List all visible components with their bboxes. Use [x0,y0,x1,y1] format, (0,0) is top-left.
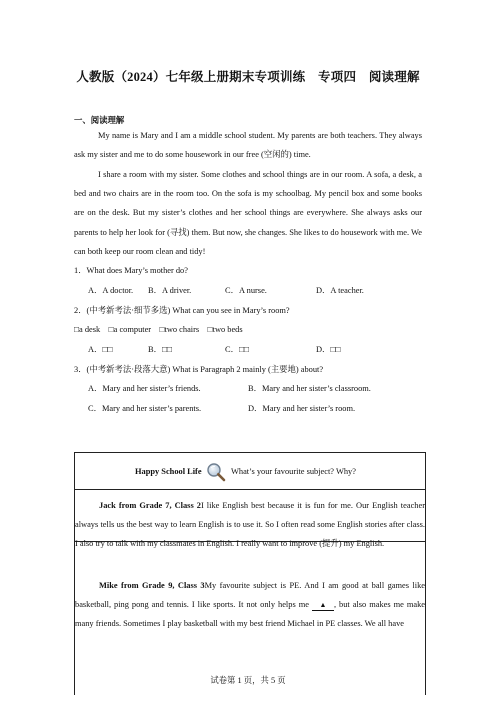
mike-name: Mike from Grade 9, Class 3 [99,581,205,590]
question-2-stem: 2．(中考新考法·细节多选) What can you see in Mary’s room? [74,306,290,315]
question-3-stem: 3．(中考新考法·段落大意) What is Paragraph 2 mainly (主要地) about? [74,365,324,374]
option-b[interactable]: B．A driver. [148,286,192,295]
question-1-stem: 1．What does Mary’s mother do? [74,266,188,275]
option-c[interactable]: C．□□ [225,345,250,354]
option-a[interactable]: A．A doctor. [88,286,134,295]
box-header-question: What’s your favourite subject? Why? [231,467,356,476]
jack-name: Jack from Grade 7, Class 2 [99,501,201,510]
option-b[interactable]: B．□□ [148,345,173,354]
magnifier-icon [206,462,226,482]
jack-entry [75,496,425,554]
passage-paragraph-1 [74,126,422,164]
page-footer: 试卷第 1 页，共 5 页 [210,676,286,685]
passage-paragraph-2 [74,165,422,261]
option-b[interactable]: B．Mary and her sister’s classroom. [248,384,371,393]
question-2-choices: □a desk □a computer □two chairs □two beds [74,325,243,334]
option-a[interactable]: A．Mary and her sister’s friends. [88,384,201,393]
reading-box [74,452,426,695]
option-d[interactable]: D．Mary and her sister’s room. [248,404,356,413]
option-c[interactable]: C．Mary and her sister’s parents. [88,404,202,413]
mike-text-part-1: My favourite subject is PE. And I am good at ball games like basketball, ping pong and tennis. I like sports. It not only helps me [75,581,425,610]
option-a[interactable]: A．□□ [88,345,113,354]
box-header [75,453,425,490]
mike-entry [75,576,425,634]
box-header-label: Happy School Life [135,467,202,476]
jack-text: I like English best because it is fun for me. Our English teacher always tells us the best way to learn English is to use it. So I often read some English stories after class. I also try to talk with my classmates in English. I really want to improve (提升) my English. [75,501,425,549]
answer-blank[interactable]: ▲ [312,601,334,611]
mike-text-part-2: , but also makes me make many friends. Sometimes I play basketball with my best friend Michael in PE classes. We all have [75,600,425,629]
page-title: 人教版（2024）七年级上册期末专项训练 专项四 阅读理解 [76,70,420,84]
option-c[interactable]: C．A nurse. [225,286,267,295]
section-heading: 一、阅读理解 [74,116,125,125]
option-d[interactable]: D．A teacher. [316,286,364,295]
option-d[interactable]: D．□□ [316,345,341,354]
paragraph-text: My name is Mary and I am a middle school student. My parents are both teachers. They always ask my sister and me to do some housework in our free (空闲的) time. [74,131,422,160]
paragraph-text: I share a room with my sister. Some clothes and school things are in our room. A sofa, a desk, a bed and two chairs are in the room too. On the sofa is my schoolbag. My pencil box and some books are on the desk. But my sister’s clothes and her school things are everywhere. She always asks our parents to help her look for (寻找) them. But now, she changes. She likes to do housework with me. We can both keep our room clean and tidy! [74,170,422,256]
